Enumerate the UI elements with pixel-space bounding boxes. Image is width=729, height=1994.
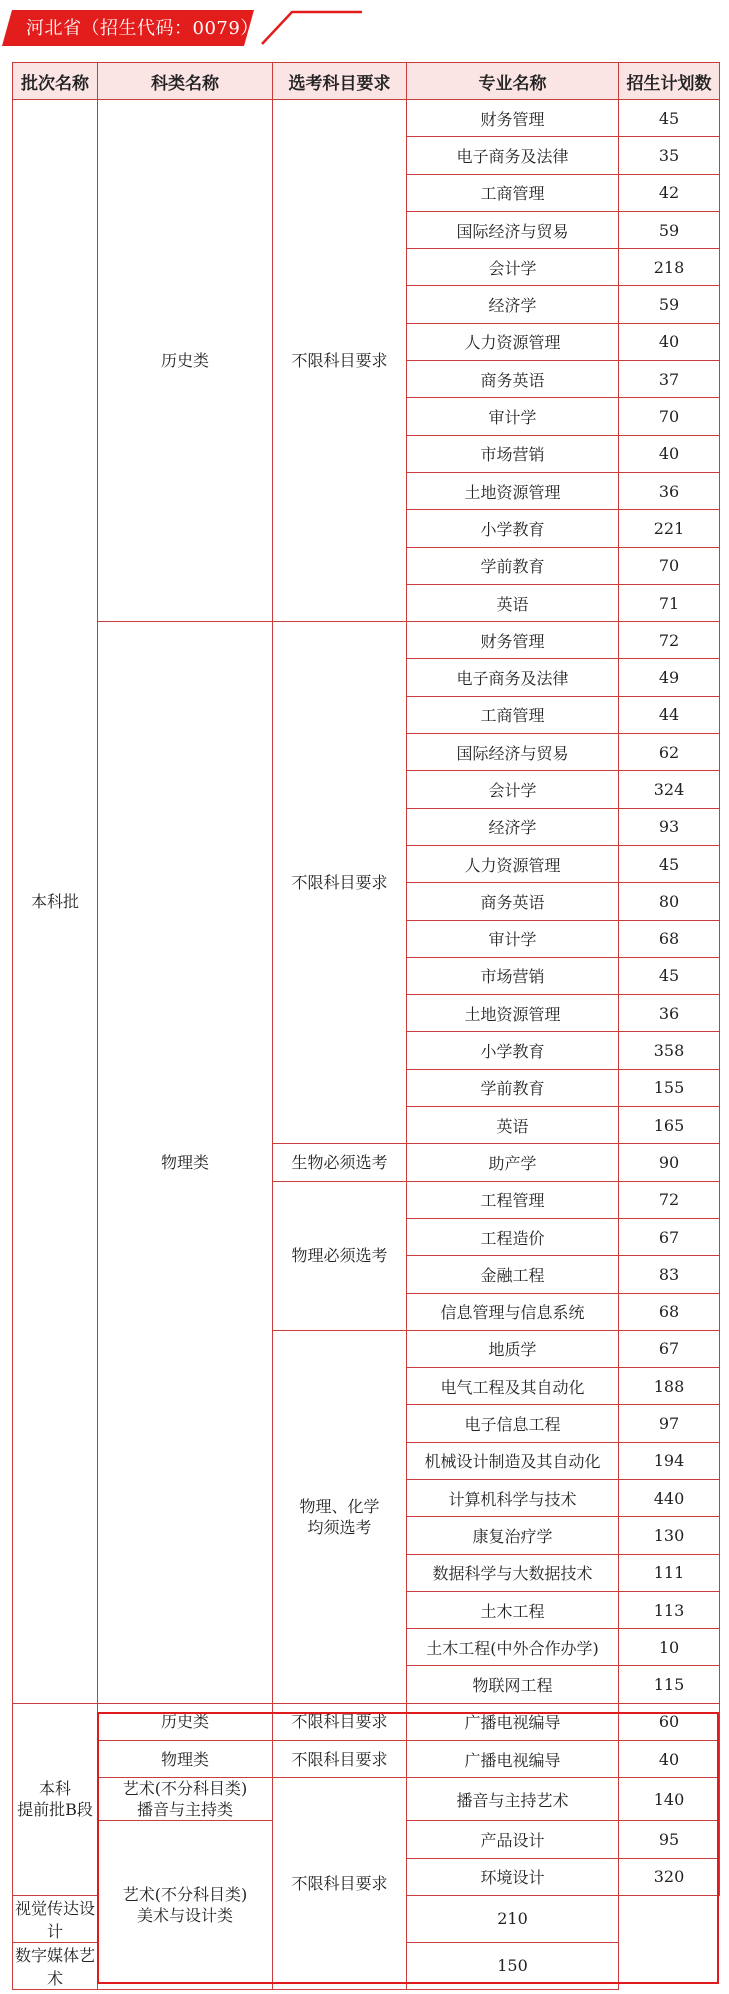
plan-count-cell: 83 [619, 1256, 720, 1293]
requirement-cell [273, 1703, 407, 1740]
table-row [13, 1741, 720, 1778]
plan-count-cell: 62 [619, 734, 720, 771]
table-row [13, 100, 720, 137]
major-cell: 会计学 [407, 249, 619, 286]
major-cell: 计算机科学与技术 [407, 1479, 619, 1516]
requirement-cell [273, 1741, 407, 1778]
table-row [13, 1703, 720, 1740]
plan-count-cell: 95 [619, 1821, 720, 1858]
category-cell-text: 艺术(不分科目类) 美术与设计类 [122, 1885, 248, 1926]
major-cell: 人力资源管理 [407, 323, 619, 360]
major-cell: 小学教育 [407, 510, 619, 547]
major-cell: 助产学 [407, 1144, 619, 1181]
major-cell: 国际经济与贸易 [407, 734, 619, 771]
plan-count-cell: 45 [619, 100, 720, 137]
major-cell: 学前教育 [407, 1069, 619, 1106]
batch-cell [13, 100, 98, 1704]
requirement-cell [273, 100, 407, 622]
major-cell: 商务英语 [407, 361, 619, 398]
requirement-cell-text: 不限科目要求 [291, 873, 388, 893]
plan-count-cell: 194 [619, 1442, 720, 1479]
major-cell: 会计学 [407, 771, 619, 808]
major-cell: 土地资源管理 [407, 995, 619, 1032]
plan-count-cell: 188 [619, 1368, 720, 1405]
major-cell: 工程管理 [407, 1181, 619, 1218]
plan-count-cell: 37 [619, 361, 720, 398]
requirement-cell-text: 不限科目要求 [291, 1712, 388, 1732]
plan-count-cell: 115 [619, 1666, 720, 1703]
province-title: 河北省（招生代码：0079） [26, 18, 259, 39]
plan-count-cell: 72 [619, 1181, 720, 1218]
category-cell [98, 1778, 273, 1821]
plan-count-cell: 165 [619, 1107, 720, 1144]
major-cell: 学前教育 [407, 547, 619, 584]
plan-count-cell: 60 [619, 1703, 720, 1740]
plan-count-cell: 59 [619, 286, 720, 323]
table-row [13, 1778, 720, 1821]
table-header-row [13, 63, 720, 100]
table-body [13, 100, 720, 1990]
plan-count-cell: 90 [619, 1144, 720, 1181]
plan-count-cell: 49 [619, 659, 720, 696]
table-row [13, 622, 720, 659]
plan-count-cell: 218 [619, 249, 720, 286]
major-cell: 土地资源管理 [407, 472, 619, 509]
major-cell: 电子商务及法律 [407, 659, 619, 696]
category-cell [98, 1703, 273, 1740]
major-cell: 土木工程(中外合作办学) [407, 1629, 619, 1666]
category-cell-text: 历史类 [160, 351, 209, 371]
plan-count-cell: 80 [619, 883, 720, 920]
major-cell: 财务管理 [407, 622, 619, 659]
major-cell: 环境设计 [407, 1858, 619, 1895]
plan-count-cell: 72 [619, 622, 720, 659]
batch-cell-text: 本科 提前批B段 [17, 1779, 93, 1820]
major-cell: 金融工程 [407, 1256, 619, 1293]
plan-count-cell: 130 [619, 1517, 720, 1554]
requirement-cell [273, 1330, 407, 1703]
plan-count-cell: 320 [619, 1858, 720, 1895]
major-cell: 物联网工程 [407, 1666, 619, 1703]
major-cell: 工程造价 [407, 1218, 619, 1255]
requirement-cell-text: 不限科目要求 [291, 1874, 388, 1894]
plan-count-cell: 67 [619, 1218, 720, 1255]
requirement-cell-text: 物理、化学 均须选考 [299, 1496, 380, 1537]
plan-count-cell: 150 [407, 1942, 619, 1989]
plan-count-cell: 210 [407, 1895, 619, 1942]
plan-count-cell: 155 [619, 1069, 720, 1106]
plan-count-cell: 324 [619, 771, 720, 808]
major-cell: 产品设计 [407, 1821, 619, 1858]
plan-count-cell: 440 [619, 1479, 720, 1516]
plan-count-cell: 113 [619, 1591, 720, 1628]
requirement-cell-text: 物理必须选考 [291, 1246, 388, 1266]
major-cell: 人力资源管理 [407, 845, 619, 882]
category-cell [98, 622, 273, 1704]
major-cell: 视觉传达设计 [13, 1895, 98, 1942]
major-cell: 小学教育 [407, 1032, 619, 1069]
major-cell: 电子信息工程 [407, 1405, 619, 1442]
plan-count-cell: 44 [619, 696, 720, 733]
major-cell: 商务英语 [407, 883, 619, 920]
plan-count-cell: 10 [619, 1629, 720, 1666]
plan-count-cell: 40 [619, 323, 720, 360]
major-cell: 电气工程及其自动化 [407, 1368, 619, 1405]
requirement-cell [273, 1144, 407, 1181]
requirement-cell-text: 生物必须选考 [291, 1152, 388, 1172]
plan-count-cell: 70 [619, 398, 720, 435]
major-cell: 财务管理 [407, 100, 619, 137]
batch-cell-text: 本科批 [30, 891, 79, 911]
plan-count-cell: 67 [619, 1330, 720, 1367]
major-cell: 工商管理 [407, 174, 619, 211]
header-batch: 批次名称 [13, 63, 98, 100]
header-category: 科类名称 [98, 63, 273, 100]
plan-count-cell: 45 [619, 957, 720, 994]
major-cell: 电子商务及法律 [407, 137, 619, 174]
batch-cell [13, 1703, 98, 1895]
major-cell: 播音与主持艺术 [407, 1778, 619, 1821]
plan-count-cell: 36 [619, 472, 720, 509]
major-cell: 市场营销 [407, 957, 619, 994]
plan-count-cell: 42 [619, 174, 720, 211]
major-cell: 广播电视编导 [407, 1741, 619, 1778]
major-cell: 机械设计制造及其自动化 [407, 1442, 619, 1479]
plan-count-cell: 45 [619, 845, 720, 882]
category-cell-text: 物理类 [160, 1152, 209, 1172]
major-cell: 审计学 [407, 398, 619, 435]
category-cell-text: 艺术(不分科目类) 播音与主持类 [122, 1779, 248, 1820]
major-cell: 土木工程 [407, 1591, 619, 1628]
plan-count-cell: 68 [619, 920, 720, 957]
major-cell: 英语 [407, 1107, 619, 1144]
major-cell: 数字媒体艺术 [13, 1942, 98, 1989]
major-cell: 广播电视编导 [407, 1703, 619, 1740]
major-cell: 康复治疗学 [407, 1517, 619, 1554]
plan-count-cell: 70 [619, 547, 720, 584]
category-cell-text: 历史类 [160, 1712, 209, 1732]
plan-count-cell: 68 [619, 1293, 720, 1330]
category-cell [98, 1821, 273, 1990]
major-cell: 经济学 [407, 286, 619, 323]
requirement-cell [273, 622, 407, 1144]
major-cell: 市场营销 [407, 435, 619, 472]
plan-count-cell: 358 [619, 1032, 720, 1069]
requirement-cell-text: 不限科目要求 [291, 351, 388, 371]
category-cell-text: 物理类 [160, 1749, 209, 1769]
requirement-cell [273, 1778, 407, 1990]
header-major: 专业名称 [407, 63, 619, 100]
plan-count-cell: 140 [619, 1778, 720, 1821]
admission-plan-table-wrapper [12, 62, 719, 1990]
plan-count-cell: 111 [619, 1554, 720, 1591]
major-cell: 英语 [407, 584, 619, 621]
header-subject-requirement: 选考科目要求 [273, 63, 407, 100]
major-cell: 信息管理与信息系统 [407, 1293, 619, 1330]
province-header-tag [0, 6, 366, 50]
plan-count-cell: 221 [619, 510, 720, 547]
plan-count-cell: 40 [619, 435, 720, 472]
major-cell: 地质学 [407, 1330, 619, 1367]
major-cell: 审计学 [407, 920, 619, 957]
plan-count-cell: 36 [619, 995, 720, 1032]
plan-count-cell: 71 [619, 584, 720, 621]
plan-count-cell: 93 [619, 808, 720, 845]
admission-plan-table [12, 62, 720, 1990]
plan-count-cell: 59 [619, 211, 720, 248]
plan-count-cell: 97 [619, 1405, 720, 1442]
major-cell: 国际经济与贸易 [407, 211, 619, 248]
major-cell: 数据科学与大数据技术 [407, 1554, 619, 1591]
header-plan-count: 招生计划数 [619, 63, 720, 100]
plan-count-cell: 40 [619, 1741, 720, 1778]
major-cell: 工商管理 [407, 696, 619, 733]
plan-count-cell: 35 [619, 137, 720, 174]
major-cell: 经济学 [407, 808, 619, 845]
category-cell [98, 100, 273, 622]
requirement-cell-text: 不限科目要求 [291, 1749, 388, 1769]
requirement-cell [273, 1181, 407, 1330]
category-cell [98, 1741, 273, 1778]
